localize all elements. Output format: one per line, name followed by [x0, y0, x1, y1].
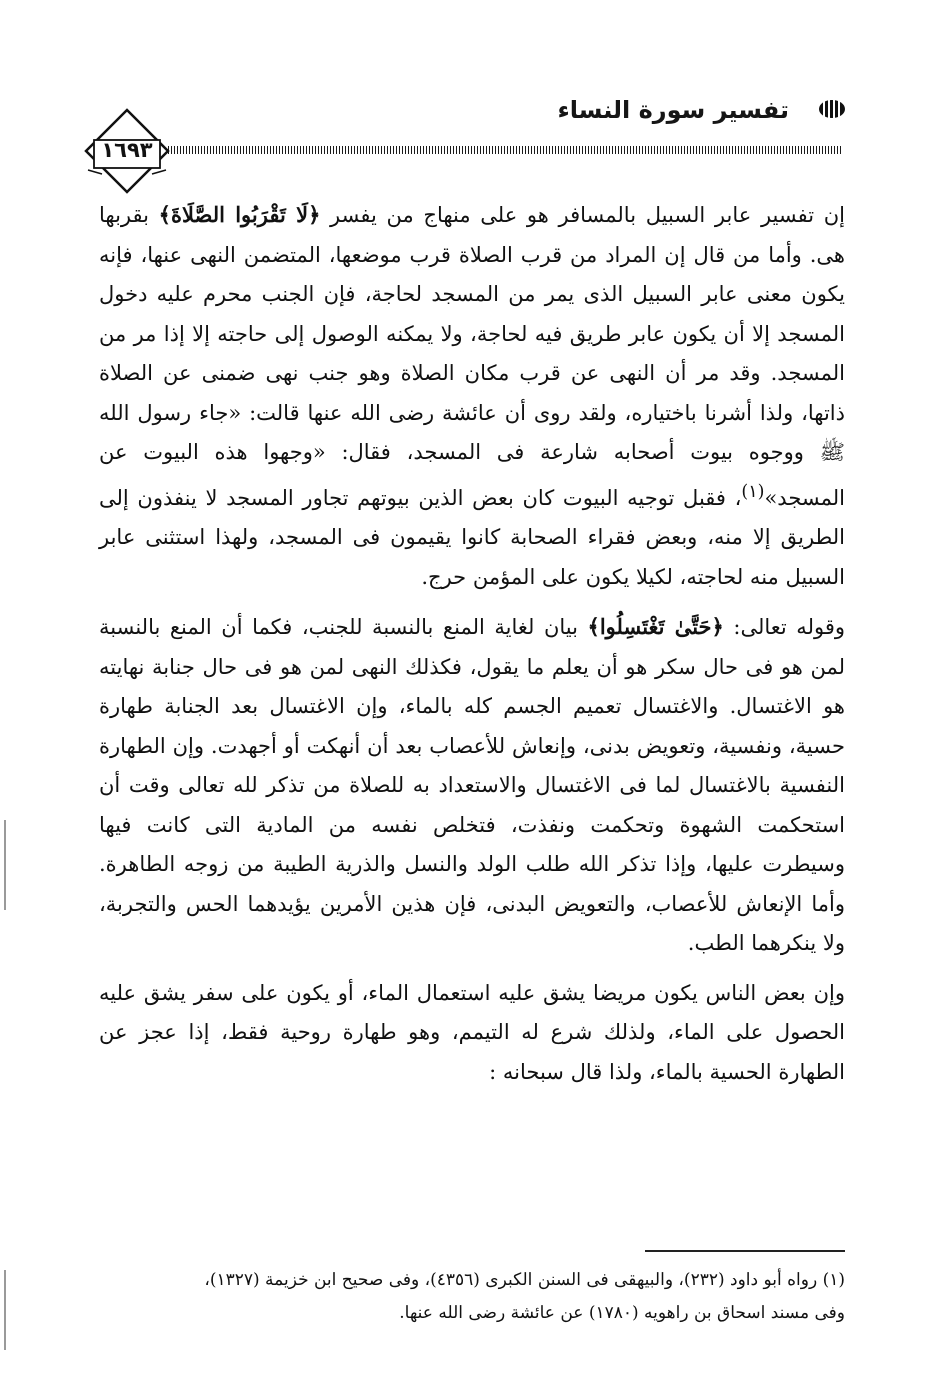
paragraph-2	[99, 607, 845, 964]
header-rule	[168, 146, 843, 154]
footnotes	[99, 1264, 845, 1330]
paragraph-1-text-c: ، فقبل توجيه البيوت كان بعض الذين بيوتهم تجاور المسجد لا ينفذون إلى الطريق إلا منه، وبعض فقراء الصحابة كانوا يقيمون فى المسجد، ولهذا استثنى عابر السبيل منه لحاجته، لكيلا يكون على المؤمن حرج.	[99, 485, 845, 589]
paragraph-2-text-b: بيان لغاية المنع بالنسبة للجنب، فكما أن المنع بالنسبة لمن هو فى حال سكر هو أن يعلم ما يقول، فكذلك النهى لمن هو فى حال جنابة نهايته هو الاغتسال. والاغتسال تعميم الجسم كله بالماء، وإن الاغتسال بعد الجنابة طهارة حسية، ونفسية، وتعويض بدنى، وإنعاش للأعصاب بعد أن أنهكت أو أجهدت. وإن الطهارة النفسية بالاغتسال لما فى الاغتسال والاستعداد به للصلاة من تذكر لله تعالى وقت أن استحكمت الشهوة وتحكمت ونفذت، فتخلص نفسه من المادية التى كانت فيها وسيطرت عليها، وإذا تذكر الله طلب الولد والنسل والذرية الطيبة من زوجه الطاهرة. وأما الإنعاش للأعصاب، والتعويض البدنى، فإن هذين الأمرين يؤيدهما الحس والتجربة، ولا ينكرهما الطب.	[99, 615, 845, 955]
footnote-line-2: وفى مسند اسحاق بن راهويه (١٧٨٠) عن عائشة رضى الله عنها.	[399, 1303, 845, 1323]
scan-edge-mark	[4, 1270, 6, 1350]
page-number: ١٦٩٣	[101, 138, 153, 162]
page-number-badge	[84, 108, 170, 194]
footnote-line-1: (١) رواه أبو داود (٢٣٢)، والبيهقى فى السنن الكبرى (٤٣٥٦)، وفى صحيح ابن خزيمة (١٣٢٧)،	[204, 1270, 845, 1290]
main-text	[99, 195, 845, 1102]
paragraph-1-text-b: بقربها هى. وأما من قال إن المراد من قرب الصلاة قرب موضعها، المتضمن النهى عنها، فإنه يكون معنى عابر السبيل الذى يمر من المسجد لحاجة، فإن الجنب محرم عليه دخول المسجد إلا أن يكون عابر طريق فيه لحاجة، ولا يمكنه الوصول إلى حاجته إلا إذا مر من المسجد. وقد مر أن النهى عن قرب مكان الصلاة وهو جنب نهى ضمنى عن الصلاة ذاتها، ولذا أشرنا باختياره، ولقد روى أن عائشة رضى الله عنها قالت: «جاء رسول الله ﷺ ووجوه بيوت أصحابه شارعة فى المسجد، فقال: «وجهوا هذه البيوت عن المسجد»	[99, 203, 845, 510]
footnote-separator	[645, 1250, 845, 1252]
paragraph-2-text-a: وقوله تعالى:	[723, 615, 845, 639]
paragraph-1-text-a: إن تفسير عابر السبيل بالمسافر هو على منهاج من يفسر	[320, 203, 845, 227]
paragraph-3: وإن بعض الناس يكون مريضا يشق عليه استعمال الماء، أو يكون على سفر يشق عليه الحصول على الماء، ولذلك شرع له التيمم، وهو طهارة روحية فقط، إذا عجز عن الطهارة الحسية بالماء، ولذا قال سبحانه :	[99, 980, 845, 1084]
ornament-icon	[817, 98, 847, 120]
scan-edge-mark	[4, 820, 6, 910]
footnote-ref-1: (١)	[741, 481, 765, 502]
quran-quote-1: ﴿لَا تَقْرَبُوا الصَّلَاةَ﴾	[158, 202, 321, 227]
quran-quote-2: ﴿حَتَّىٰ تَغْتَسِلُوا﴾	[587, 614, 724, 639]
running-header-title: تفسير سورة النساء	[557, 96, 789, 124]
paragraph-1	[99, 195, 845, 597]
